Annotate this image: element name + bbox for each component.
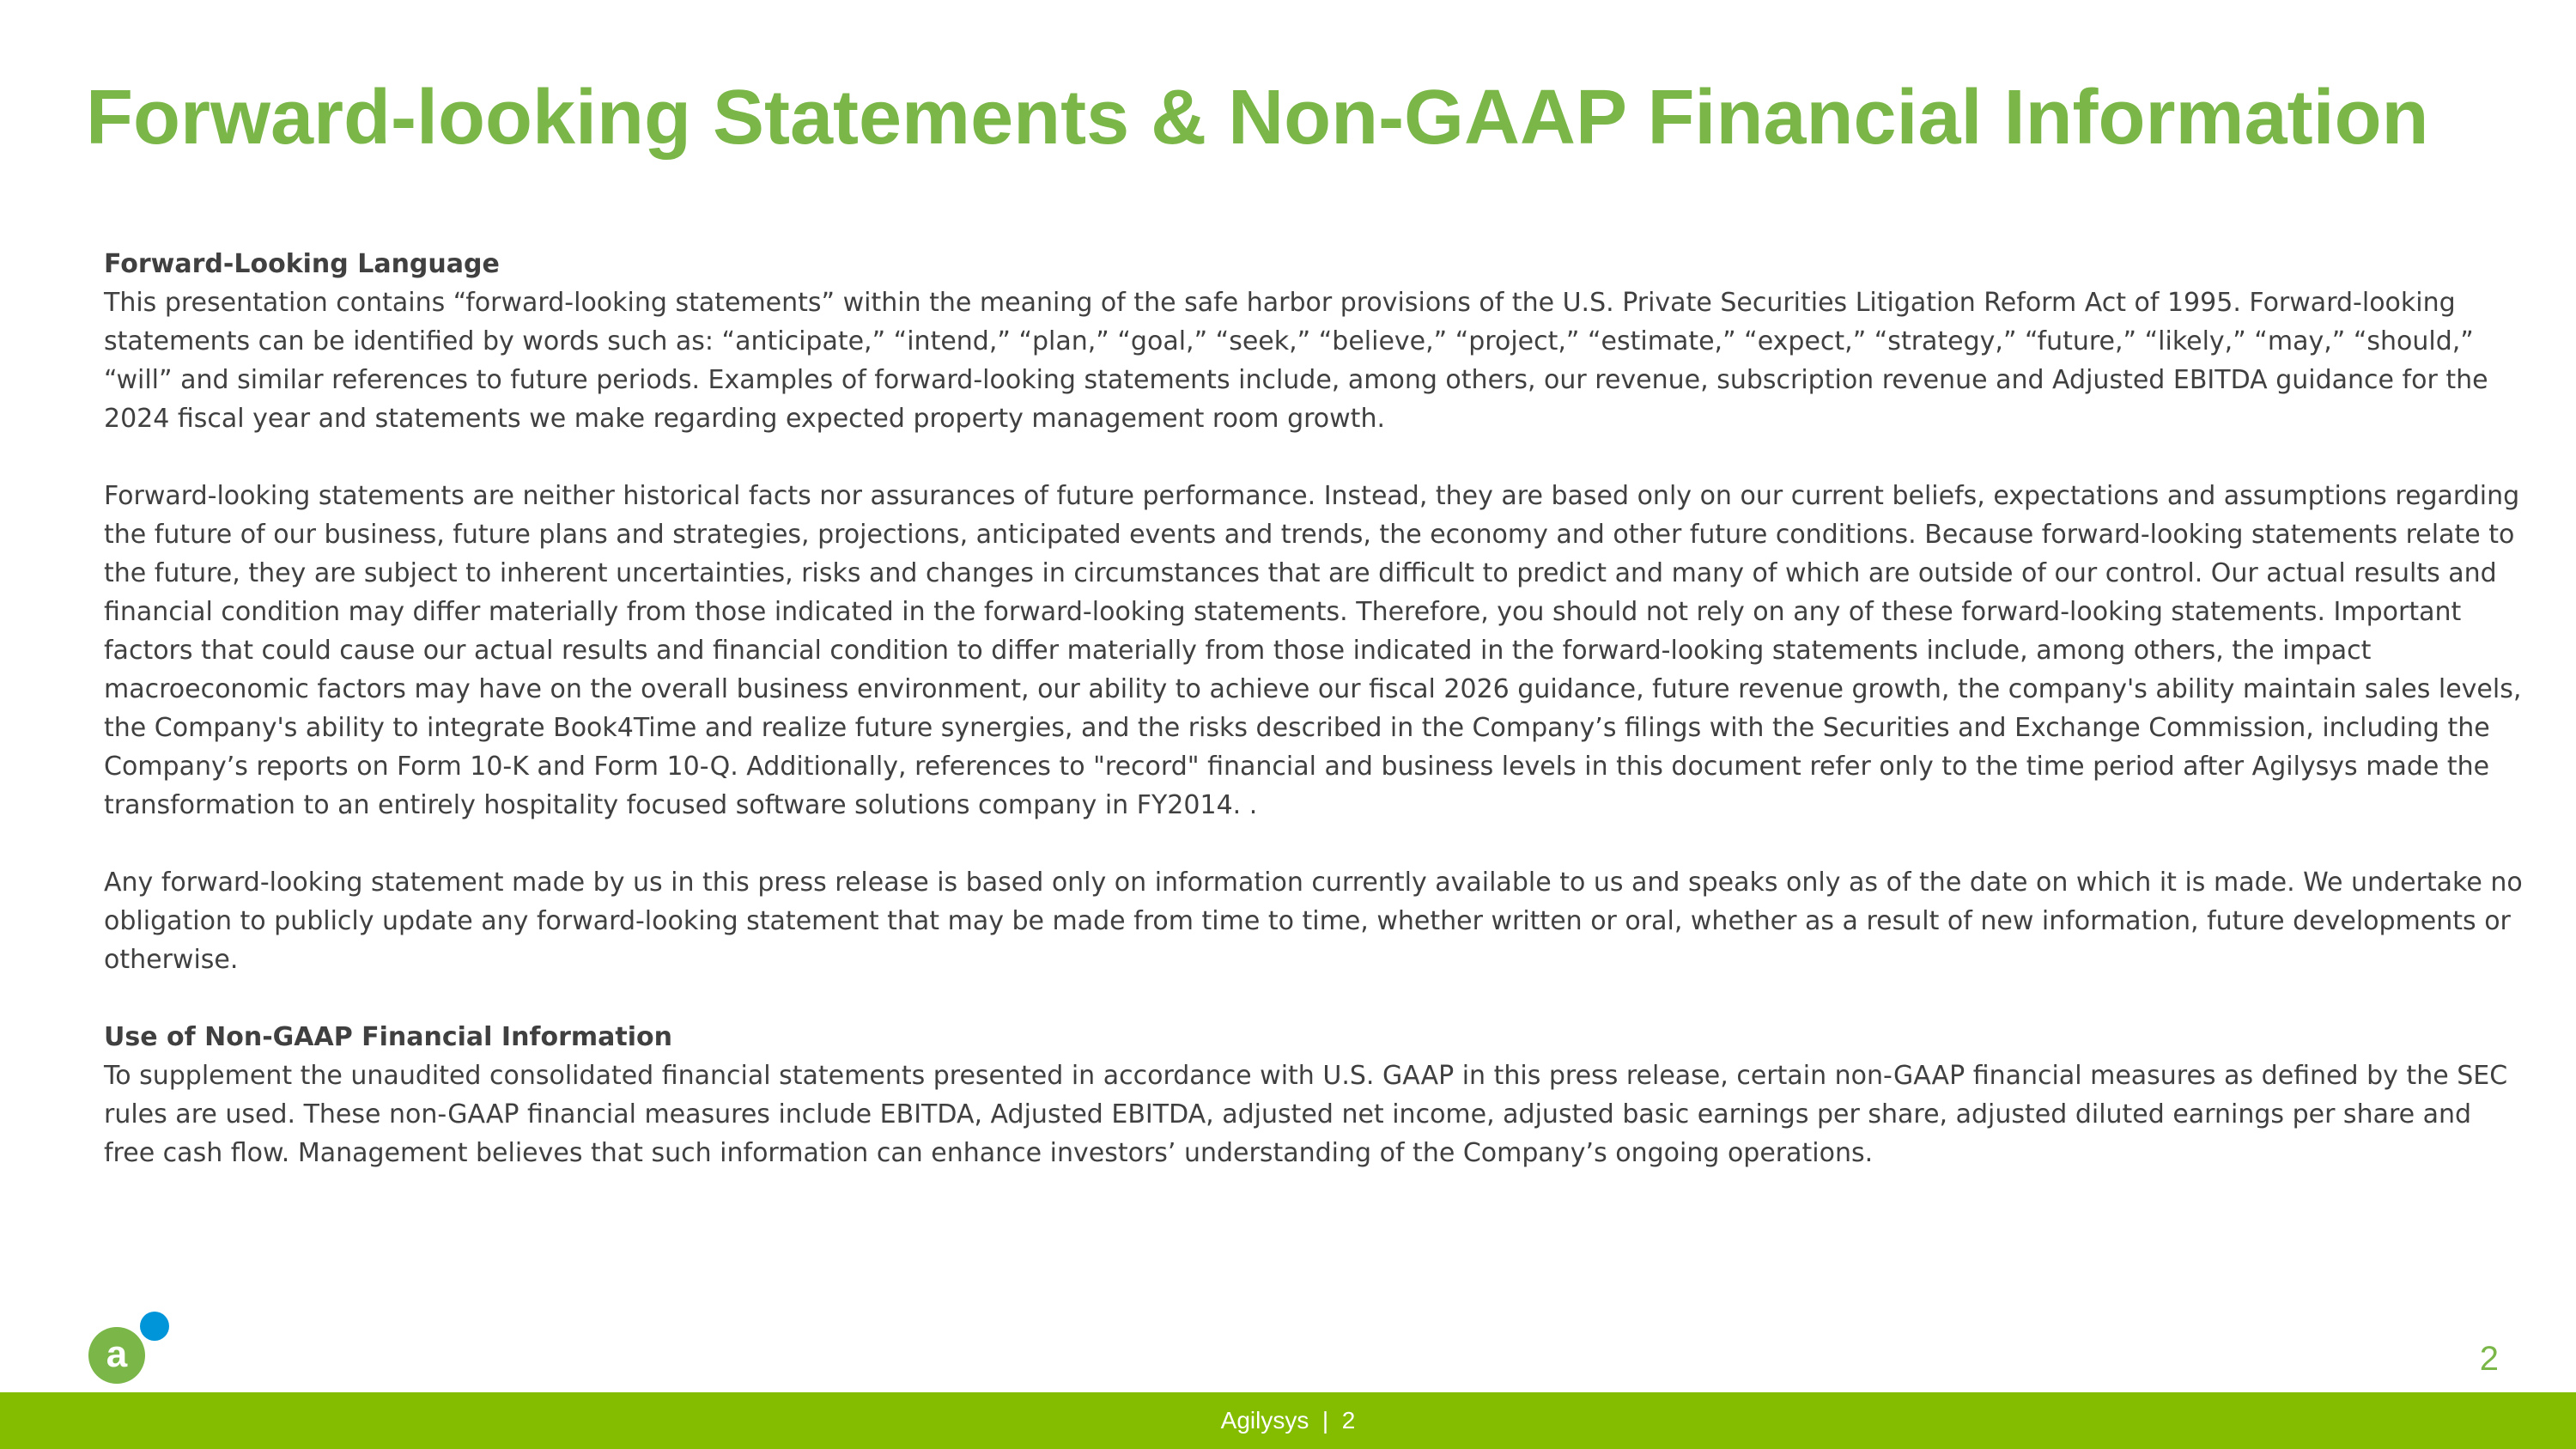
footer-text: Agilysys | 2 (1220, 1407, 1356, 1434)
page-title: Forward-looking Statements & Non-GAAP Financial Information (86, 75, 2429, 161)
body-content (104, 245, 2525, 1172)
logo-blue-dot (140, 1312, 169, 1341)
forward-looking-paragraph-2: Forward-looking statements are neither historical facts nor assurances of future performance. Instead, they are based only on our current beliefs, expectations and assumptions regarding the future of our business, future plans and strategies, projections, anticipated events and trends, the economy and other future conditions. Because forward-looking statements relate to the future, they are subject to inherent uncertainties, risks and changes in circumstances that are difficult to predict and many of which are outside of our control. Our actual results and financial condition may differ materially from those indicated in the forward-looking statements. Therefore, you should not rely on any of these forward-looking statements. Important factors that could cause our actual results and financial condition to differ materially from those indicated in the forward-looking statements include, among others, the impact macroeconomic factors may have on the overall business environment, our ability to achieve our fiscal 2026 guidance, future revenue growth, the company's ability maintain sales levels, the Company's ability to integrate Book4Time and realize future synergies, and the risks described in the Company’s filings with the Securities and Exchange Commission, including the Company’s reports on Form 10-K and Form 10-Q. Additionally, references to "record" financial and business levels in this document refer only to the time period after Agilysys made the transformation to an entirely hospitality focused software solutions company in FY2014. . (104, 481, 2522, 820)
section-heading-forward-looking: Forward-Looking Language (104, 249, 500, 279)
page-number: 2 (2479, 1340, 2499, 1378)
logo-letter: a (106, 1333, 128, 1375)
section-heading-non-gaap: Use of Non-GAAP Financial Information (104, 1022, 672, 1052)
agilysys-logo-icon (86, 1309, 172, 1386)
forward-looking-paragraph-3: Any forward-looking statement made by us in this press release is based only on information currently available to us and speaks only as of the date on which it is made. We undertake no obligation to publicly update any forward-looking statement that may be made from time to time, whether written or oral, whether as a result of new information, future developments or otherwise. (104, 868, 2523, 975)
footer-bar (0, 1392, 2576, 1449)
forward-looking-paragraph-1: This presentation contains “forward-looking statements” within the meaning of the safe harbor provisions of the U.S. Private Securities Litigation Reform Act of 1995. Forward-looking statements can be identified by words such as: “anticipate,” “intend,” “plan,” “goal,” “seek,” “believe,” “project,” “estimate,” “expect,” “strategy,” “future,” “likely,” “may,” “should,” “will” and similar references to future periods. Examples of forward-looking statements include, among others, our revenue, subscription revenue and Adjusted EBITDA guidance for the 2024 fiscal year and statements we make regarding expected property management room growth. (104, 288, 2488, 434)
non-gaap-paragraph: To supplement the unaudited consolidated financial statements presented in accordance with U.S. GAAP in this press release, certain non-GAAP financial measures as defined by the SEC rules are used. These non-GAAP financial measures include EBITDA, Adjusted EBITDA, adjusted net income, adjusted basic earnings per share, adjusted diluted earnings per share and free cash flow. Management believes that such information can enhance investors’ understanding of the Company’s ongoing operations. (104, 1061, 2508, 1168)
